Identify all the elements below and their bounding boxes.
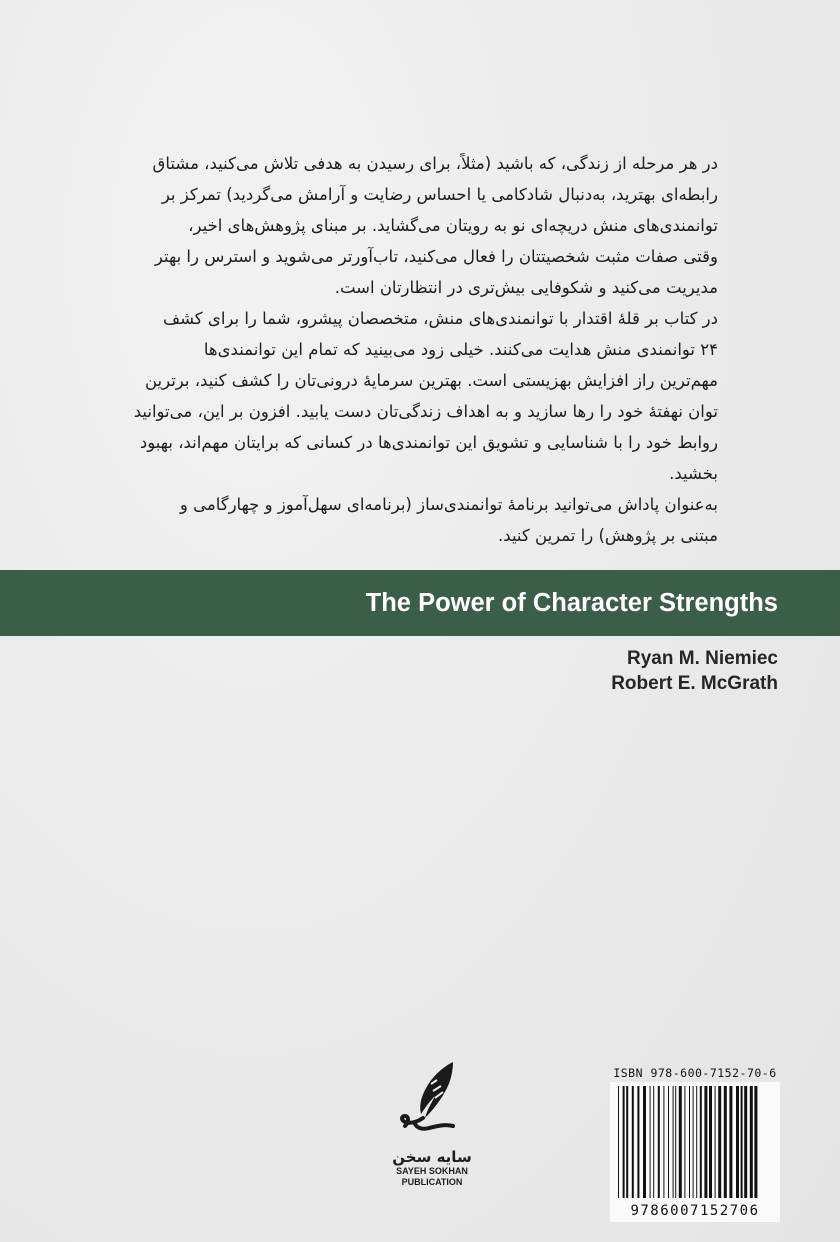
- isbn-barcode: [610, 1064, 780, 1230]
- publisher-name-english-2: PUBLICATION: [401, 1177, 463, 1187]
- barcode-bar: [618, 1086, 619, 1198]
- publisher-logo: [372, 1058, 492, 1188]
- barcode-bar: [696, 1086, 697, 1198]
- publisher-name-english: SAYEH SOKHAN: [396, 1166, 468, 1176]
- blurb-line: توانمندی‌های منش دریچه‌ای نو به رویتان می‌گشاید. بر مبنای پژوهش‌های اخیر،: [188, 216, 718, 235]
- barcode-bar: [754, 1086, 757, 1198]
- barcode-bar: [700, 1086, 702, 1198]
- barcode-bar: [704, 1086, 707, 1198]
- book-title-english: The Power of Character Strengths: [365, 589, 778, 617]
- blurb-line: در کتاب بر قلهٔ اقتدار با توانمندی‌های منش، متخصصان پیشرو، شما را برای کشف: [163, 309, 718, 328]
- barcode-bar: [750, 1086, 753, 1198]
- title-band: [0, 570, 840, 636]
- blurb-line: به‌عنوان پاداش می‌توانید برنامهٔ توانمندی‌ساز (برنامه‌ای سهل‌آموز و چهارگامی و: [179, 495, 718, 514]
- barcode-bar: [744, 1086, 747, 1198]
- barcode-bar: [736, 1086, 739, 1198]
- barcode-bar: [679, 1086, 682, 1198]
- barcode-bar: [626, 1086, 628, 1198]
- blurb-line: رابطه‌ای بهترید، به‌دنبال شادکامی یا احساس رضایت و آرامش می‌گردید) تمرکز بر: [161, 185, 718, 204]
- blurb-line: ۲۴ توانمندی منش هدایت می‌کنند. خیلی زود می‌بینید که تمام این توانمندی‌ها: [203, 340, 718, 359]
- barcode-bar: [650, 1086, 651, 1198]
- author-name: Ryan M. Niemiec: [627, 648, 778, 669]
- barcode-bar: [693, 1086, 694, 1198]
- barcode-bar: [724, 1086, 727, 1198]
- blurb-line: بخشید.: [669, 464, 718, 483]
- barcode-bar: [643, 1086, 646, 1198]
- blurb-line: مدیریت می‌کنید و شکوفایی بیش‌تری در انتظارتان است.: [334, 278, 718, 297]
- feather-quill-icon: [387, 1058, 477, 1146]
- barcode-bar: [653, 1086, 654, 1198]
- blurb-line: مهم‌ترین راز افزایش بهزیستی است. بهترین سرمایهٔ درونی‌تان را کشف کنید، برترین: [144, 371, 718, 390]
- blurb-line: در هر مرحله از زندگی، که باشید (مثلاً، برای رسیدن به هدفی تلاش می‌کنید، مشتاق: [152, 154, 718, 173]
- barcode-bar: [689, 1086, 690, 1198]
- barcode-bar: [658, 1086, 660, 1198]
- barcode-bar: [729, 1086, 732, 1198]
- barcode-bar: [718, 1086, 721, 1198]
- barcode-bar: [668, 1086, 669, 1198]
- barcode-bar: [675, 1086, 676, 1198]
- blurb-line: روابط خود را با شناسایی و تشویق این توانمندی‌ها در کسانی که برایتان مهم‌اند، بهبود: [139, 433, 718, 452]
- barcode-bar: [632, 1086, 634, 1198]
- barcode-bar: [637, 1086, 639, 1198]
- barcode-number: 9786007152706: [610, 1200, 780, 1222]
- publisher-name-persian: سایه سخن: [392, 1148, 472, 1166]
- barcode-bars: [610, 1082, 780, 1200]
- barcode-bar: [663, 1086, 664, 1198]
- isbn-label: ISBN 978-600-7152-70-6: [613, 1066, 777, 1080]
- author-list: [611, 646, 778, 696]
- back-cover-blurb: [118, 148, 718, 551]
- blurb-line: وقتی صفات مثبت شخصیتتان را فعال می‌کنید، تاب‌آورتر می‌شوید و استرس را بهتر: [154, 247, 718, 266]
- barcode-bar: [709, 1086, 712, 1198]
- barcode-bar: [623, 1086, 625, 1198]
- barcode-bar: [741, 1086, 743, 1198]
- blurb-line: توان نهفتهٔ خود را رها سازید و به اهداف زندگی‌تان دست یابید. افزون بر این، می‌توانید: [133, 402, 718, 421]
- barcode-bar: [684, 1086, 685, 1198]
- barcode-bar: [715, 1086, 716, 1198]
- author-name: Robert E. McGrath: [611, 673, 778, 694]
- barcode-bar: [673, 1086, 674, 1198]
- blurb-line: مبتنی بر پژوهش) را تمرین کنید.: [498, 526, 718, 545]
